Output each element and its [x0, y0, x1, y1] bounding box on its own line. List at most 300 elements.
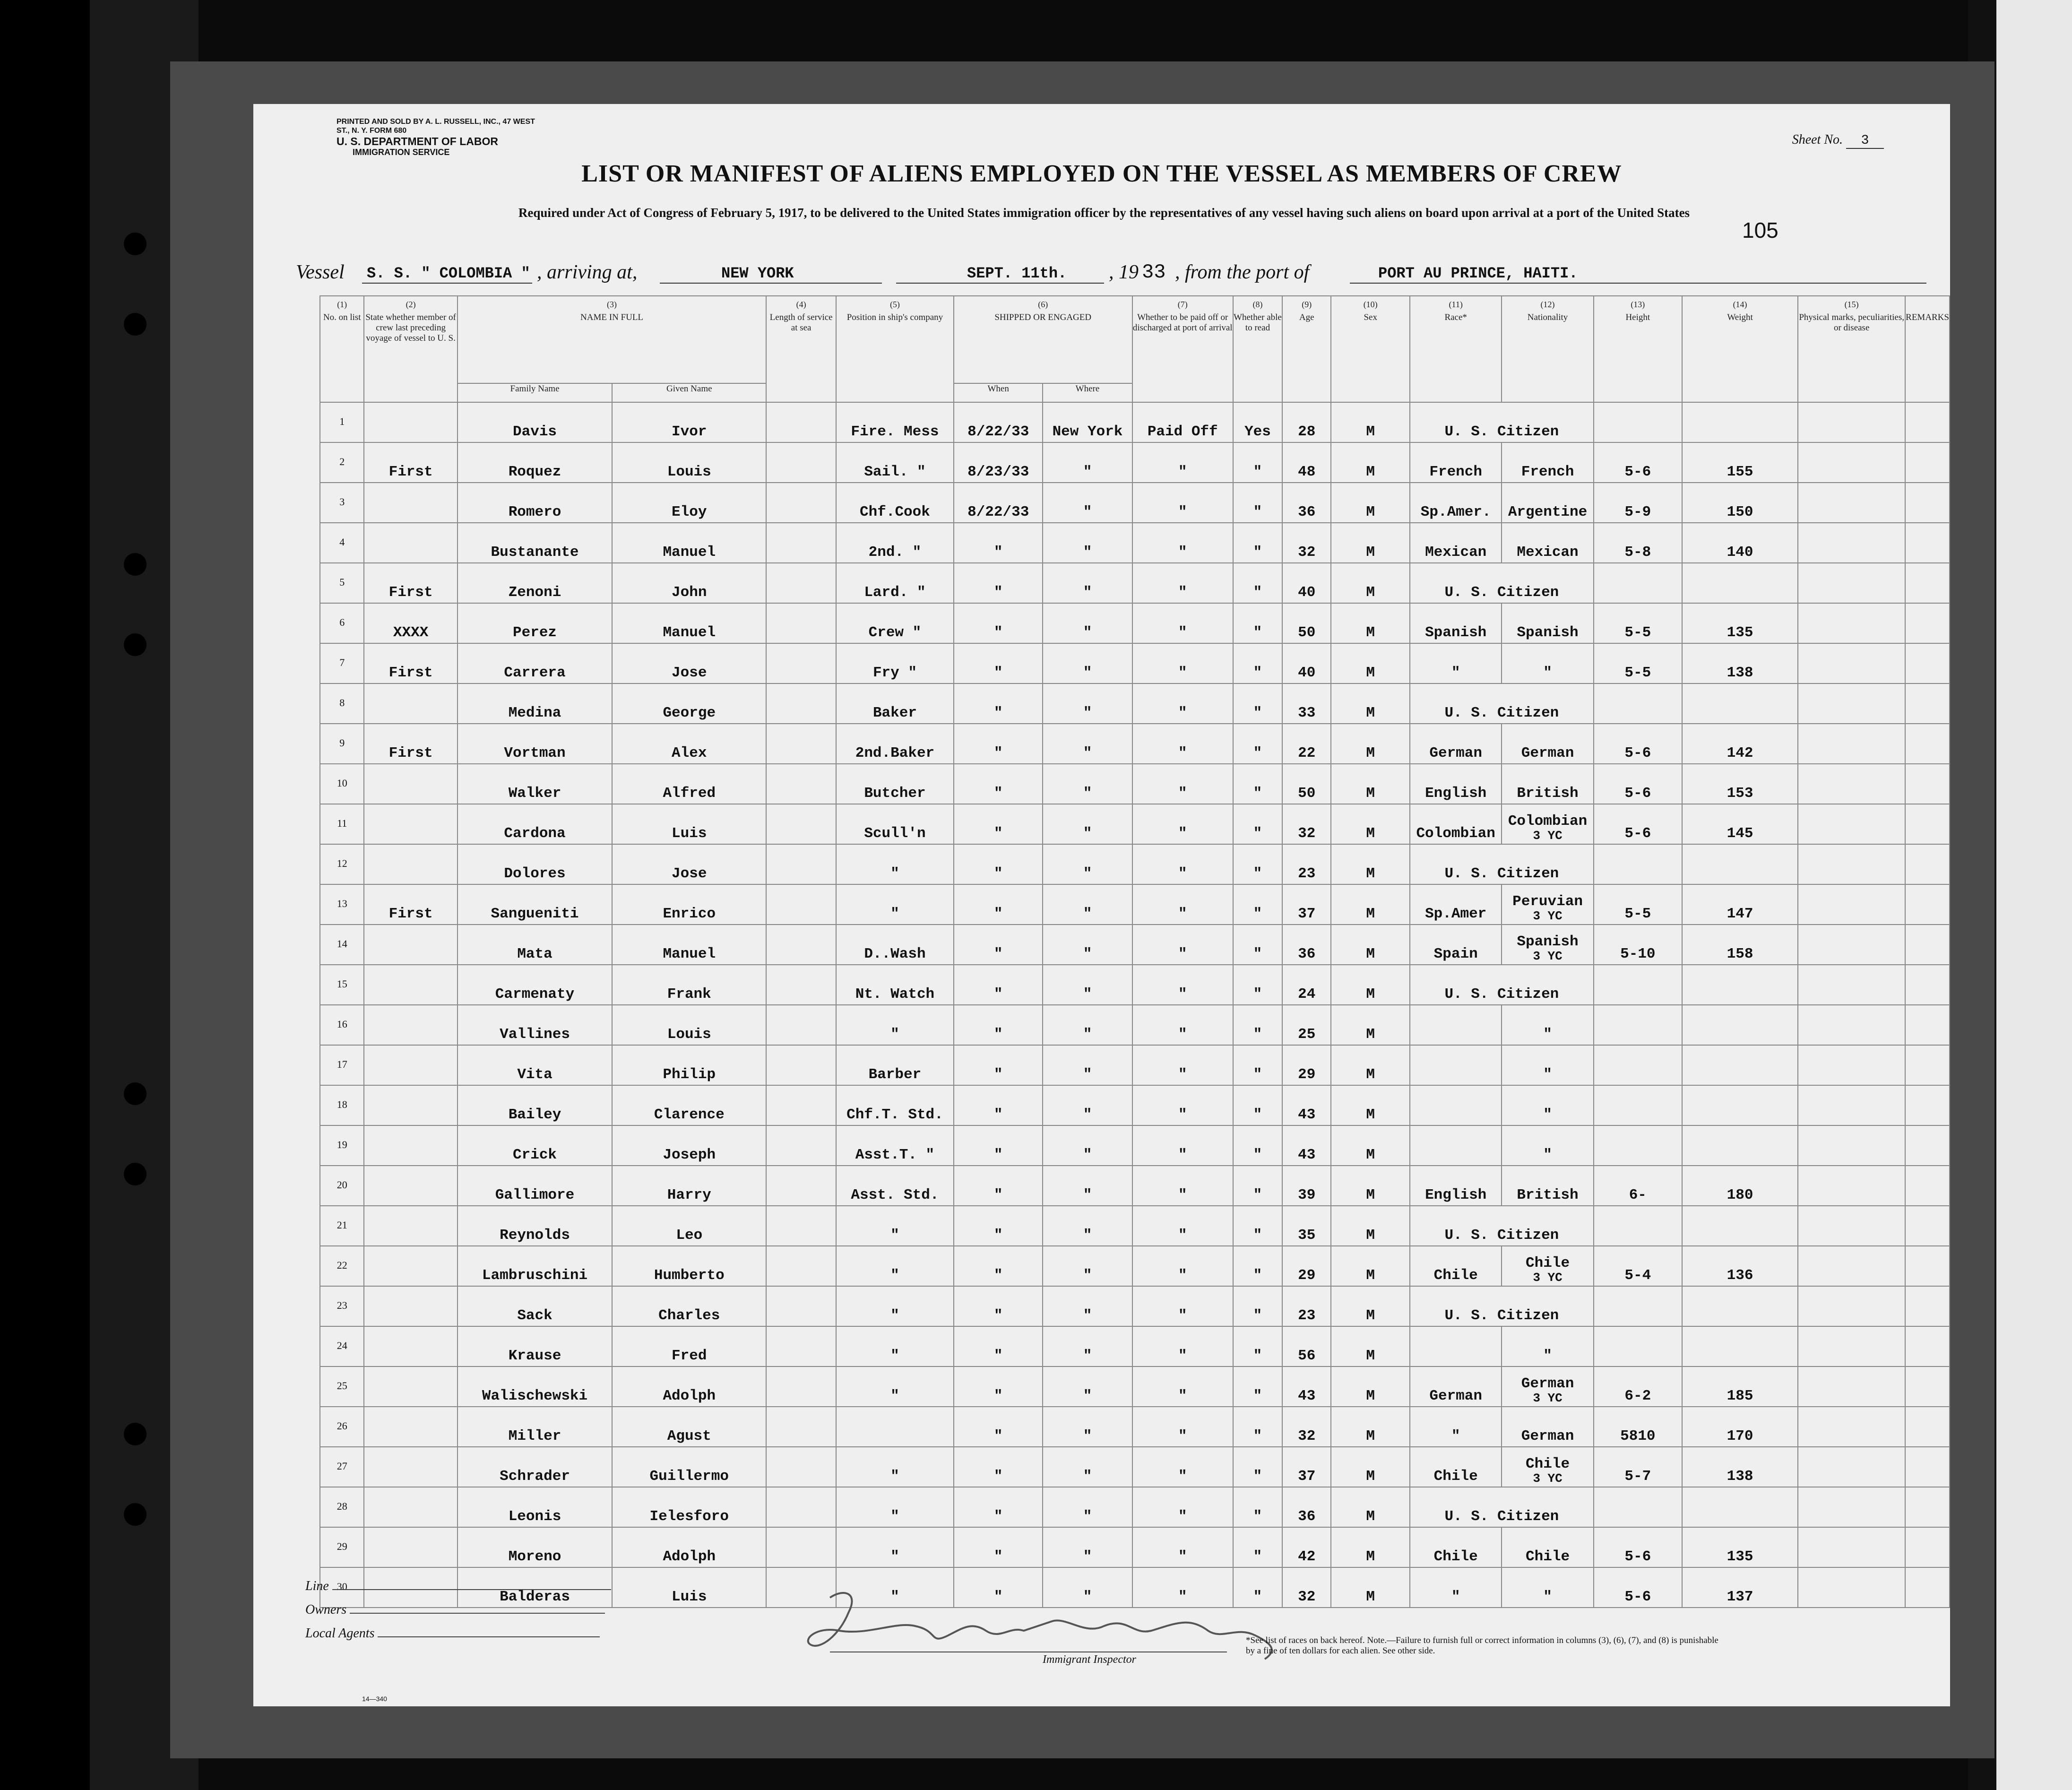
- prior-voyage-cell: [364, 523, 457, 563]
- sex-cell: M: [1331, 1527, 1410, 1567]
- paid-off-cell: ": [1132, 683, 1233, 724]
- height-cell: 5-9: [1594, 483, 1682, 523]
- inspector-signature: [802, 1583, 1303, 1664]
- paid-off-cell: ": [1132, 1527, 1233, 1567]
- shipped-when-cell: ": [954, 1407, 1043, 1447]
- age-cell: 40: [1282, 643, 1331, 683]
- paid-off-cell: Paid Off: [1132, 402, 1233, 442]
- age-cell: 29: [1282, 1246, 1331, 1286]
- race-cell: U. S. Citizen: [1410, 1487, 1594, 1527]
- race-cell: U. S. Citizen: [1410, 844, 1594, 884]
- table-row: [320, 1487, 1950, 1527]
- race-cell: ": [1410, 1407, 1502, 1447]
- prior-voyage-cell: [364, 1125, 457, 1166]
- nationality-cell: Chile: [1502, 1527, 1593, 1567]
- paid-off-cell: ": [1132, 884, 1233, 925]
- race-cell: [1410, 1125, 1502, 1166]
- row-number-cell: 11: [320, 804, 364, 844]
- table-row: [320, 442, 1950, 483]
- family-name-cell: Leonis: [458, 1487, 612, 1527]
- height-cell: [1594, 1005, 1682, 1045]
- shipped-when-cell: ": [954, 683, 1043, 724]
- physical-marks-cell: [1798, 1206, 1905, 1246]
- given-name-cell: Clarence: [612, 1085, 766, 1125]
- weight-cell: 142: [1682, 724, 1798, 764]
- col-header-9: (9) Age: [1282, 296, 1331, 402]
- age-cell: 37: [1282, 1447, 1331, 1487]
- able-to-read-cell: ": [1233, 1366, 1282, 1407]
- family-name-cell: Carrera: [458, 643, 612, 683]
- nationality-cell: ": [1502, 1085, 1593, 1125]
- sex-cell: M: [1331, 844, 1410, 884]
- age-cell: 40: [1282, 563, 1331, 603]
- prior-voyage-cell: [364, 483, 457, 523]
- col-header-when: When: [954, 383, 1043, 402]
- shipped-when-cell: ": [954, 724, 1043, 764]
- service-length-cell: [766, 1326, 836, 1366]
- physical-marks-cell: [1798, 1085, 1905, 1125]
- sex-cell: M: [1331, 925, 1410, 965]
- shipped-when-cell: ": [954, 563, 1043, 603]
- year-note: 3 YC: [1533, 1391, 1563, 1405]
- physical-marks-cell: [1798, 603, 1905, 643]
- service-length-cell: [766, 1286, 836, 1326]
- from-port-label: , from the port of: [1175, 261, 1310, 283]
- line-field: Line: [305, 1579, 611, 1594]
- sex-cell: M: [1331, 1447, 1410, 1487]
- service-length-cell: [766, 1246, 836, 1286]
- able-to-read-cell: Yes: [1233, 402, 1282, 442]
- age-cell: 23: [1282, 1286, 1331, 1326]
- punch-hole: [124, 1163, 147, 1185]
- shipped-when-cell: ": [954, 804, 1043, 844]
- position-cell: ": [836, 884, 954, 925]
- nationality-cell: ": [1502, 643, 1593, 683]
- family-name-cell: Krause: [458, 1326, 612, 1366]
- service-length-cell: [766, 1005, 836, 1045]
- row-number-cell: 18: [320, 1085, 364, 1125]
- paid-off-cell: ": [1132, 1407, 1233, 1447]
- family-name-cell: Roquez: [458, 442, 612, 483]
- race-cell: German: [1410, 1366, 1502, 1407]
- height-cell: [1594, 1045, 1682, 1085]
- age-cell: 28: [1282, 402, 1331, 442]
- age-cell: 36: [1282, 925, 1331, 965]
- height-cell: 5-6: [1594, 724, 1682, 764]
- remarks-cell: [1905, 643, 1950, 683]
- given-name-cell: Adolph: [612, 1366, 766, 1407]
- given-name-cell: Eloy: [612, 483, 766, 523]
- service-length-cell: [766, 442, 836, 483]
- age-cell: 32: [1282, 804, 1331, 844]
- table-row: [320, 1206, 1950, 1246]
- age-cell: 32: [1282, 1407, 1331, 1447]
- col-header-15: (15) Physical marks, peculiarities, or disease: [1798, 296, 1905, 402]
- weight-cell: 150: [1682, 483, 1798, 523]
- table-row: [320, 1005, 1950, 1045]
- given-name-cell: Manuel: [612, 603, 766, 643]
- position-cell: Sail. ": [836, 442, 954, 483]
- form-footer: [253, 1565, 1950, 1706]
- shipped-when-cell: ": [954, 1166, 1043, 1206]
- table-row: [320, 965, 1950, 1005]
- remarks-cell: [1905, 1407, 1950, 1447]
- able-to-read-cell: ": [1233, 603, 1282, 643]
- paid-off-cell: ": [1132, 724, 1233, 764]
- sheet-number-value: 3: [1846, 133, 1884, 149]
- prior-voyage-cell: [364, 1246, 457, 1286]
- paid-off-cell: ": [1132, 1166, 1233, 1206]
- shipped-where-cell: ": [1043, 1527, 1132, 1567]
- weight-cell: [1682, 1045, 1798, 1085]
- given-name-cell: Luis: [612, 804, 766, 844]
- table-row: [320, 1447, 1950, 1487]
- shipped-when-cell: ": [954, 965, 1043, 1005]
- shipped-when-cell: ": [954, 1286, 1043, 1326]
- nationality-cell: French: [1502, 442, 1593, 483]
- given-name-cell: Manuel: [612, 523, 766, 563]
- height-cell: [1594, 1206, 1682, 1246]
- nationality-cell: [1502, 1366, 1593, 1407]
- remarks-cell: [1905, 1246, 1950, 1286]
- nationality-cell: German: [1502, 724, 1593, 764]
- nationality-value: Chile: [1526, 1456, 1570, 1472]
- given-name-cell: Joseph: [612, 1125, 766, 1166]
- row-number-cell: 27: [320, 1447, 364, 1487]
- paid-off-cell: ": [1132, 1206, 1233, 1246]
- family-name-cell: Romero: [458, 483, 612, 523]
- nationality-cell: [1502, 1246, 1593, 1286]
- year-note: 3 YC: [1533, 909, 1563, 923]
- shipped-where-cell: ": [1043, 764, 1132, 804]
- height-cell: 5-5: [1594, 643, 1682, 683]
- prior-voyage-cell: [364, 1487, 457, 1527]
- shipped-when-cell: ": [954, 1206, 1043, 1246]
- service-length-cell: [766, 844, 836, 884]
- punch-hole: [124, 1082, 147, 1105]
- prior-voyage-cell: [364, 683, 457, 724]
- family-name-cell: Sangueniti: [458, 884, 612, 925]
- nationality-cell: German: [1502, 1407, 1593, 1447]
- sex-cell: M: [1331, 1005, 1410, 1045]
- weight-cell: 158: [1682, 925, 1798, 965]
- shipped-when-cell: ": [954, 764, 1043, 804]
- given-name-cell: Alfred: [612, 764, 766, 804]
- race-cell: English: [1410, 764, 1502, 804]
- table-row: [320, 925, 1950, 965]
- able-to-read-cell: ": [1233, 442, 1282, 483]
- paid-off-cell: ": [1132, 1286, 1233, 1326]
- paid-off-cell: ": [1132, 844, 1233, 884]
- physical-marks-cell: [1798, 1326, 1905, 1366]
- col-header-7: (7) Whether to be paid off or discharged at port of arrival: [1132, 296, 1233, 402]
- footnote: *See list of races on back hereof. Note.—Failure to furnish full or correct information in columns (3), (6), (7), and (8) is punishable by a fine of ten dollars for each alien. See other side.: [1246, 1635, 1718, 1656]
- position-cell: Crew ": [836, 603, 954, 643]
- given-name-cell: Alex: [612, 724, 766, 764]
- nationality-cell: [1502, 925, 1593, 965]
- race-cell: Spain: [1410, 925, 1502, 965]
- sex-cell: M: [1331, 1567, 1410, 1608]
- physical-marks-cell: [1798, 844, 1905, 884]
- given-name-cell: Ivor: [612, 402, 766, 442]
- physical-marks-cell: [1798, 1527, 1905, 1567]
- race-cell: U. S. Citizen: [1410, 563, 1594, 603]
- prior-voyage-cell: [364, 1407, 457, 1447]
- nationality-cell: [1502, 884, 1593, 925]
- col-header-4: (4) Length of service at sea: [766, 296, 836, 402]
- manifest-rows: [320, 402, 1950, 1608]
- service-length-cell: [766, 402, 836, 442]
- table-row: [320, 1045, 1950, 1085]
- paid-off-cell: ": [1132, 1487, 1233, 1527]
- prior-voyage-cell: [364, 1326, 457, 1366]
- table-row: [320, 1407, 1950, 1447]
- row-number-cell: 10: [320, 764, 364, 804]
- position-cell: Fry ": [836, 643, 954, 683]
- shipped-where-cell: ": [1043, 442, 1132, 483]
- height-cell: 5-6: [1594, 1567, 1682, 1608]
- weight-cell: 180: [1682, 1166, 1798, 1206]
- family-name-cell: Reynolds: [458, 1206, 612, 1246]
- height-cell: [1594, 683, 1682, 724]
- remarks-cell: [1905, 1206, 1950, 1246]
- sex-cell: M: [1331, 1085, 1410, 1125]
- remarks-cell: [1905, 1487, 1950, 1527]
- sex-cell: M: [1331, 1125, 1410, 1166]
- sex-cell: M: [1331, 884, 1410, 925]
- weight-cell: [1682, 683, 1798, 724]
- weight-cell: [1682, 1487, 1798, 1527]
- position-cell: Nt. Watch: [836, 965, 954, 1005]
- shipped-where-cell: ": [1043, 965, 1132, 1005]
- manifest-sheet: [253, 104, 1950, 1706]
- shipped-where-cell: ": [1043, 884, 1132, 925]
- height-cell: [1594, 1487, 1682, 1527]
- paid-off-cell: ": [1132, 925, 1233, 965]
- physical-marks-cell: [1798, 724, 1905, 764]
- race-cell: [1410, 1045, 1502, 1085]
- col-header-10: (10) Sex: [1331, 296, 1410, 402]
- able-to-read-cell: ": [1233, 965, 1282, 1005]
- able-to-read-cell: ": [1233, 1567, 1282, 1608]
- given-name-cell: Agust: [612, 1407, 766, 1447]
- race-cell: [1410, 1005, 1502, 1045]
- age-cell: 23: [1282, 844, 1331, 884]
- service-length-cell: [766, 1487, 836, 1527]
- remarks-cell: [1905, 1166, 1950, 1206]
- sex-cell: M: [1331, 563, 1410, 603]
- remarks-cell: [1905, 724, 1950, 764]
- remarks-cell: [1905, 483, 1950, 523]
- row-number-cell: 17: [320, 1045, 364, 1085]
- nationality-cell: Mexican: [1502, 523, 1593, 563]
- col-header-14: (14) Weight: [1682, 296, 1798, 402]
- age-cell: 32: [1282, 523, 1331, 563]
- remarks-cell: [1905, 402, 1950, 442]
- nationality-cell: Spanish: [1502, 603, 1593, 643]
- physical-marks-cell: [1798, 1246, 1905, 1286]
- position-cell: [836, 1407, 954, 1447]
- weight-cell: [1682, 1085, 1798, 1125]
- table-row: [320, 523, 1950, 563]
- paid-off-cell: ": [1132, 1045, 1233, 1085]
- paid-off-cell: ": [1132, 804, 1233, 844]
- physical-marks-cell: [1798, 1407, 1905, 1447]
- physical-marks-cell: [1798, 1125, 1905, 1166]
- nationality-value: Peruvian: [1512, 893, 1583, 910]
- shipped-where-cell: ": [1043, 804, 1132, 844]
- able-to-read-cell: ": [1233, 925, 1282, 965]
- age-cell: 35: [1282, 1206, 1331, 1246]
- paid-off-cell: ": [1132, 1246, 1233, 1286]
- table-row: [320, 402, 1950, 442]
- physical-marks-cell: [1798, 1005, 1905, 1045]
- shipped-when-cell: ": [954, 1085, 1043, 1125]
- punch-hole: [124, 633, 147, 656]
- table-row: [320, 1527, 1950, 1567]
- shipped-where-cell: ": [1043, 1286, 1132, 1326]
- prior-voyage-cell: [364, 1005, 457, 1045]
- position-cell: ": [836, 1286, 954, 1326]
- given-name-cell: Fred: [612, 1326, 766, 1366]
- shipped-when-cell: ": [954, 1487, 1043, 1527]
- physical-marks-cell: [1798, 643, 1905, 683]
- shipped-where-cell: ": [1043, 643, 1132, 683]
- able-to-read-cell: ": [1233, 1125, 1282, 1166]
- col-header-5: (5) Position in ship's company: [836, 296, 954, 402]
- remarks-cell: [1905, 1125, 1950, 1166]
- family-name-cell: Zenoni: [458, 563, 612, 603]
- col-header-remarks: REMARKS: [1905, 296, 1950, 402]
- physical-marks-cell: [1798, 1166, 1905, 1206]
- remarks-cell: [1905, 965, 1950, 1005]
- height-cell: [1594, 1085, 1682, 1125]
- table-row: [320, 603, 1950, 643]
- race-cell: Chile: [1410, 1246, 1502, 1286]
- vessel-label: Vessel: [296, 261, 345, 283]
- shipped-where-cell: ": [1043, 925, 1132, 965]
- shipped-where-cell: ": [1043, 1326, 1132, 1366]
- service-length-cell: [766, 1447, 836, 1487]
- remarks-cell: [1905, 884, 1950, 925]
- row-number-cell: 28: [320, 1487, 364, 1527]
- punch-hole: [124, 313, 147, 336]
- race-cell: [1410, 1326, 1502, 1366]
- position-cell: Asst. Std.: [836, 1166, 954, 1206]
- service-length-cell: [766, 804, 836, 844]
- able-to-read-cell: ": [1233, 1487, 1282, 1527]
- year-note: 3 YC: [1533, 1471, 1563, 1486]
- weight-cell: 185: [1682, 1366, 1798, 1407]
- paid-off-cell: ": [1132, 1005, 1233, 1045]
- able-to-read-cell: ": [1233, 1246, 1282, 1286]
- local-agents-field: Local Agents: [305, 1626, 600, 1641]
- age-cell: 33: [1282, 683, 1331, 724]
- family-name-cell: Perez: [458, 603, 612, 643]
- given-name-cell: Louis: [612, 442, 766, 483]
- shipped-when-cell: ": [954, 884, 1043, 925]
- prior-voyage-cell: [364, 1447, 457, 1487]
- row-number-cell: 22: [320, 1246, 364, 1286]
- age-cell: 25: [1282, 1005, 1331, 1045]
- shipped-when-cell: ": [954, 925, 1043, 965]
- arriving-label: , arriving at,: [537, 261, 638, 283]
- age-cell: 36: [1282, 483, 1331, 523]
- physical-marks-cell: [1798, 483, 1905, 523]
- given-name-cell: Ielesforo: [612, 1487, 766, 1527]
- race-cell: ": [1410, 643, 1502, 683]
- col-header-2: (2) State whether member of crew last preceding voyage of vessel to U. S.: [364, 296, 457, 402]
- weight-cell: 136: [1682, 1246, 1798, 1286]
- position-cell: Lard. ": [836, 563, 954, 603]
- given-name-cell: Enrico: [612, 884, 766, 925]
- col-header-6: (6) SHIPPED OR ENGAGED: [954, 296, 1132, 383]
- given-name-cell: John: [612, 563, 766, 603]
- race-cell: ": [1410, 1567, 1502, 1608]
- weight-cell: [1682, 1326, 1798, 1366]
- sex-cell: M: [1331, 683, 1410, 724]
- paid-off-cell: ": [1132, 1326, 1233, 1366]
- position-cell: ": [836, 1326, 954, 1366]
- row-number-cell: 4: [320, 523, 364, 563]
- arrival-date: SEPT. 11th.: [967, 265, 1067, 282]
- service-length-cell: [766, 1045, 836, 1085]
- shipped-when-cell: ": [954, 643, 1043, 683]
- table-row: [320, 1166, 1950, 1206]
- service-length-cell: [766, 563, 836, 603]
- table-row: [320, 1366, 1950, 1407]
- shipped-where-cell: ": [1043, 563, 1132, 603]
- height-cell: 5-8: [1594, 523, 1682, 563]
- col-header-12: (12) Nationality: [1502, 296, 1593, 402]
- service-length-cell: [766, 643, 836, 683]
- shipped-where-cell: ": [1043, 603, 1132, 643]
- row-number-cell: 25: [320, 1366, 364, 1407]
- physical-marks-cell: [1798, 884, 1905, 925]
- col-header-3: (3) NAME IN FULL: [458, 296, 766, 383]
- physical-marks-cell: [1798, 402, 1905, 442]
- prior-voyage-cell: First: [364, 724, 457, 764]
- position-cell: ": [836, 1567, 954, 1608]
- shipped-where-cell: ": [1043, 523, 1132, 563]
- family-name-cell: Walischewski: [458, 1366, 612, 1407]
- table-row: [320, 1286, 1950, 1326]
- given-name-cell: Louis: [612, 1005, 766, 1045]
- shipped-where-cell: ": [1043, 1567, 1132, 1608]
- age-cell: 42: [1282, 1527, 1331, 1567]
- position-cell: Scull'n: [836, 804, 954, 844]
- sheet-number: [1792, 132, 1884, 149]
- age-cell: 43: [1282, 1085, 1331, 1125]
- shipped-when-cell: ": [954, 1326, 1043, 1366]
- prior-voyage-cell: First: [364, 643, 457, 683]
- physical-marks-cell: [1798, 1447, 1905, 1487]
- shipped-where-cell: ": [1043, 1166, 1132, 1206]
- service-length-cell: [766, 1125, 836, 1166]
- shipped-when-cell: ": [954, 1366, 1043, 1407]
- service-length-cell: [766, 884, 836, 925]
- year-note: 3 YC: [1533, 949, 1563, 963]
- weight-cell: 145: [1682, 804, 1798, 844]
- able-to-read-cell: ": [1233, 483, 1282, 523]
- weight-cell: 138: [1682, 643, 1798, 683]
- service-length-cell: [766, 1206, 836, 1246]
- prior-voyage-cell: [364, 1206, 457, 1246]
- row-number-cell: 8: [320, 683, 364, 724]
- arriving-port: NEW YORK: [721, 265, 794, 282]
- remarks-cell: [1905, 1286, 1950, 1326]
- weight-cell: 170: [1682, 1407, 1798, 1447]
